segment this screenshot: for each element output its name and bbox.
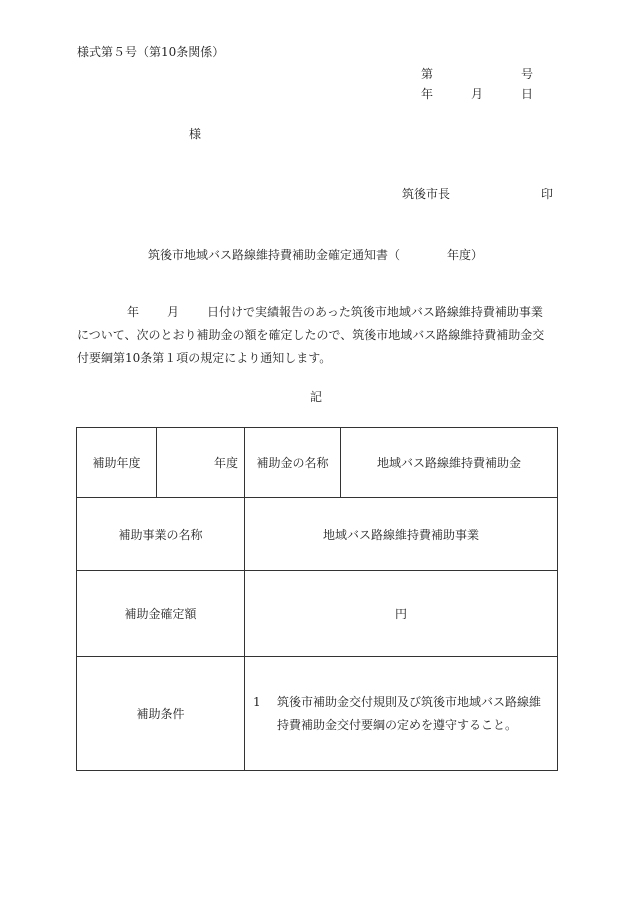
body-date-month: 月 — [167, 305, 180, 319]
date-year: 年 — [421, 87, 434, 101]
subsidy-name-value: 地域バス路線維持費補助金 — [341, 428, 558, 498]
subsidy-details-table — [76, 427, 558, 771]
table-row-fiscal-year — [77, 428, 558, 498]
ki-heading: 記 — [310, 390, 323, 404]
addressee-honorific: 様 — [189, 127, 202, 141]
date-month: 月 — [471, 87, 484, 101]
amount-label: 補助金確定額 — [77, 571, 245, 657]
body-date-year: 年 — [127, 305, 140, 319]
condition-number: 1 — [253, 694, 261, 709]
body-paragraph — [77, 301, 559, 370]
issuer-name: 筑後市長 — [402, 187, 451, 201]
body-line-2: について、次のとおり補助金の額を確定したので、筑後市地域バス路線維持費補助金交 — [77, 328, 545, 342]
condition-text: 筑後市補助金交付規則及び筑後市地域バス路線維持費補助金交付要綱の定めを遵守すること。 — [277, 694, 542, 732]
conditions-cell — [245, 657, 558, 771]
body-line-3: 付要綱第10条第１項の規定により通知します。 — [77, 351, 332, 365]
table-row-project-name — [77, 498, 558, 571]
document-number-suffix: 号 — [521, 67, 534, 81]
table-row-amount — [77, 571, 558, 657]
conditions-label: 補助条件 — [77, 657, 245, 771]
document-title-fiscal-year: 年度） — [447, 248, 484, 262]
document-title: 筑後市地域バス路線維持費補助金確定通知書（ — [148, 248, 401, 262]
amount-unit: 円 — [245, 571, 558, 657]
document-number-prefix: 第 — [421, 67, 434, 81]
date-day: 日 — [521, 87, 534, 101]
body-line-1 — [77, 301, 559, 324]
project-name-label: 補助事業の名称 — [77, 498, 245, 571]
fiscal-year-value: 年度 — [157, 428, 245, 498]
form-number-label: 様式第５号（第10条関係） — [77, 45, 225, 59]
body-line-1-text: 日付けで実績報告のあった筑後市地域バス路線維持費補助事業 — [207, 305, 543, 319]
table-row-conditions — [77, 657, 558, 771]
subsidy-name-label: 補助金の名称 — [245, 428, 341, 498]
fiscal-year-label: 補助年度 — [77, 428, 157, 498]
project-name-value: 地域バス路線維持費補助事業 — [245, 498, 558, 571]
seal-mark: 印 — [541, 187, 554, 201]
